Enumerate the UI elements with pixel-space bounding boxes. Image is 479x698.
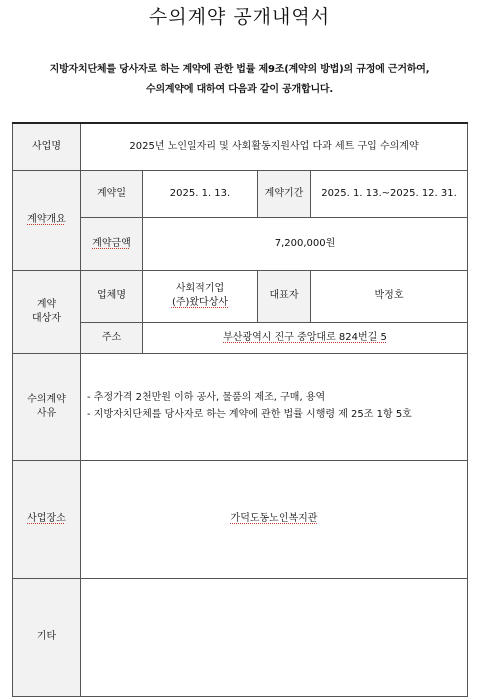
reason-item: - 추정가격 2천만원 이하 공사, 물품의 제조, 구매, 용역 [87, 392, 326, 403]
overview-label [13, 170, 81, 270]
contract-date-row [13, 170, 468, 217]
party-label [13, 270, 81, 353]
contract-date-value: 2025. 1. 13. [143, 170, 258, 217]
site-label-text: 사업장소 [27, 513, 66, 524]
company-value-line-1: 사회적기업 [175, 283, 225, 294]
intro-line-1: 지방자치단체를 당사자로 하는 계약에 관한 법률 제9조(계약의 방법)의 규정에 근거하여, [49, 64, 430, 75]
reason-row [13, 353, 468, 460]
contract-amount-label-text: 계약금액 [92, 237, 131, 249]
address-row [13, 322, 468, 353]
etc-row [13, 578, 468, 696]
site-label [13, 460, 81, 578]
document-title: 수의계약 공개내역서 [148, 6, 331, 28]
party-label-line-2: 대상자 [32, 312, 61, 324]
rep-value: 박정호 [311, 270, 468, 322]
contract-period-label: 계약기간 [258, 170, 311, 217]
intro-line-2: 수의계약에 대하여 다음과 같이 공개합니다. [145, 84, 333, 95]
disclosure-table [12, 122, 468, 697]
reason-item: - 지방자치단체를 당사자로 하는 계약에 관한 법률 시행령 제 25조 1항 5호 [87, 409, 412, 420]
overview-label-text: 계약개요 [27, 214, 66, 225]
reason-label [13, 353, 81, 460]
contract-date-label: 계약일 [81, 170, 143, 217]
site-value [81, 460, 468, 578]
site-value-text: 가덕도동노인복지관 [230, 513, 318, 524]
contract-amount-row [13, 217, 468, 270]
company-row [13, 270, 468, 322]
reason-label-line-2: 사유 [36, 407, 57, 419]
contract-amount-value: 7,200,000원 [143, 217, 468, 270]
address-value [143, 322, 468, 353]
company-label: 업체명 [81, 270, 143, 322]
site-row [13, 460, 468, 578]
rep-label: 대표자 [258, 270, 311, 322]
etc-value [81, 578, 468, 696]
party-label-line-1: 계약 [36, 298, 57, 310]
company-value-line-2: (주)왔다상사 [171, 297, 229, 308]
address-label: 주소 [81, 322, 143, 353]
project-row [13, 123, 468, 170]
contract-amount-label [81, 217, 143, 270]
company-value [143, 270, 258, 322]
contract-period-value: 2025. 1. 13.~2025. 12. 31. [311, 170, 468, 217]
reason-value [81, 353, 468, 460]
address-value-text: 부산광역시 진구 중앙대로 824번길 5 [223, 331, 387, 343]
etc-label: 기타 [13, 578, 81, 696]
reason-label-line-1: 수의계약 [27, 393, 66, 405]
project-value: 2025년 노인일자리 및 사회활동지원사업 다과 세트 구입 수의계약 [81, 123, 468, 170]
project-label: 사업명 [13, 123, 81, 170]
